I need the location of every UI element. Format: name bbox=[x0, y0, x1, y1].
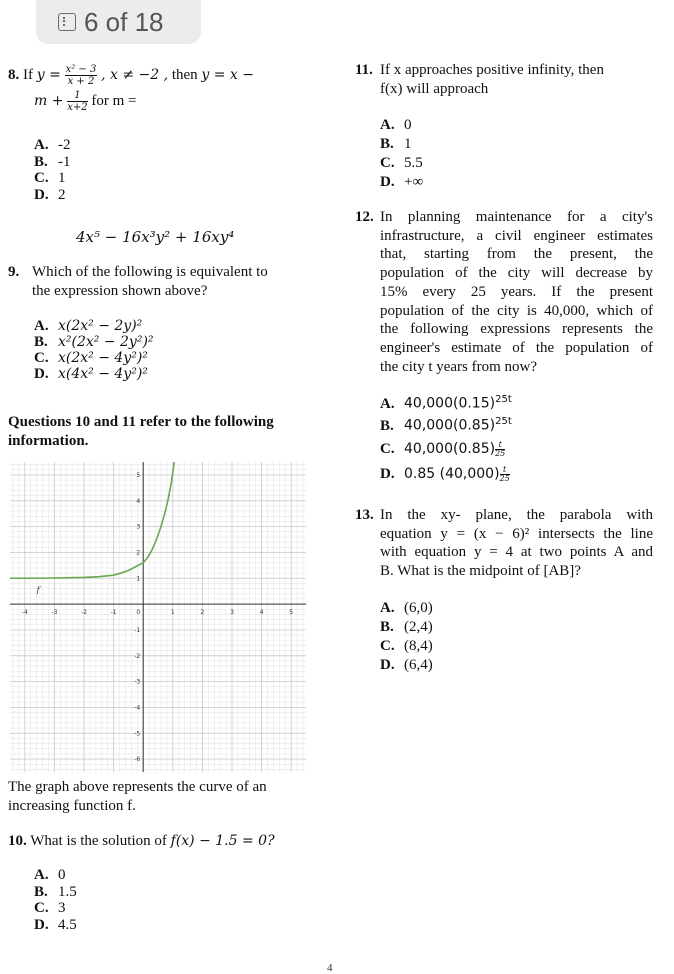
q8-frac1-den: x + 2 bbox=[67, 76, 95, 87]
q8-option-d[interactable] bbox=[34, 187, 71, 204]
option-letter: A. bbox=[380, 395, 395, 412]
option-text: 4.5 bbox=[58, 916, 77, 933]
option-letter: A. bbox=[380, 117, 395, 133]
q9-options bbox=[34, 318, 154, 382]
y-tick-label: -6 bbox=[134, 756, 141, 764]
q9-text-1: Which of the following is equivalent to bbox=[32, 264, 268, 280]
q8-options bbox=[34, 137, 71, 203]
q8-option-b[interactable] bbox=[34, 154, 71, 171]
q10-number: 10. bbox=[8, 833, 27, 849]
q13-option-c[interactable] bbox=[380, 637, 433, 656]
option-text: 5.5 bbox=[404, 155, 423, 171]
q8-frac1-num: x² − 3 bbox=[65, 64, 97, 75]
q12-line: population of the city is 40,000, which of bbox=[380, 302, 653, 319]
q8-m-plus: m + bbox=[34, 92, 64, 109]
q9-option-a[interactable] bbox=[34, 318, 154, 334]
option-letter: A. bbox=[34, 318, 49, 334]
x-tick-label: 1 bbox=[170, 609, 175, 617]
page-number: 4 bbox=[327, 962, 333, 974]
option-text: +∞ bbox=[404, 174, 424, 190]
option-base: 0.85 (40,000) bbox=[404, 466, 500, 482]
q8-then-expr: y = x − bbox=[201, 66, 255, 83]
exp-den: 25 bbox=[499, 474, 510, 483]
option-letter: B. bbox=[380, 417, 394, 434]
q13-text bbox=[380, 506, 653, 581]
q12-line: the following expressions represents the bbox=[380, 321, 653, 338]
q8-frac2-num: 1 bbox=[67, 90, 87, 102]
x-tick-label: -4 bbox=[21, 609, 28, 617]
q8-then: then bbox=[171, 66, 198, 83]
question-9 bbox=[8, 263, 313, 301]
option-letter: C. bbox=[380, 638, 395, 654]
intro-line-2: information. bbox=[8, 433, 89, 449]
option-text: 1.5 bbox=[58, 883, 77, 900]
q11-options bbox=[380, 116, 423, 192]
y-tick-label: 2 bbox=[136, 549, 141, 557]
q11-line-2: f(x) will approach bbox=[380, 80, 489, 97]
q12-line: infrastructure, a civil engineer estimates bbox=[380, 227, 653, 244]
option-text: (2,4) bbox=[404, 619, 433, 635]
q11-option-d[interactable] bbox=[380, 173, 423, 192]
caption-line-2: increasing function f. bbox=[8, 798, 136, 814]
q11-option-b[interactable] bbox=[380, 135, 423, 154]
q10-expression: f(x) − 1.5 = 0? bbox=[170, 833, 275, 849]
x-tick-label: 4 bbox=[259, 609, 264, 617]
q10-option-d[interactable] bbox=[34, 917, 77, 934]
option-letter: D. bbox=[34, 366, 49, 382]
x-tick-label: -3 bbox=[51, 609, 58, 617]
y-tick-label: -5 bbox=[134, 730, 141, 738]
x-tick-label: -2 bbox=[81, 609, 87, 617]
option-letter: D. bbox=[34, 186, 49, 203]
exp-den: 25 bbox=[495, 449, 506, 458]
q10-option-a[interactable] bbox=[34, 867, 77, 884]
function-graph bbox=[10, 462, 306, 772]
option-base: 40,000(0.85) bbox=[404, 441, 496, 457]
q10-11-intro bbox=[8, 413, 274, 451]
q13-options bbox=[380, 599, 433, 675]
option-text: -2 bbox=[58, 137, 71, 153]
option-text: 0 bbox=[404, 117, 412, 133]
question-13 bbox=[355, 506, 653, 581]
option-letter: B. bbox=[380, 619, 394, 635]
option-letter: C. bbox=[380, 441, 395, 457]
q9-option-d[interactable] bbox=[34, 366, 154, 382]
q12-line: 15% every 25 years. If the present bbox=[380, 283, 653, 300]
option-exp-fraction bbox=[495, 441, 505, 458]
q8-math: y = bbox=[36, 66, 61, 83]
q12-options bbox=[380, 394, 512, 491]
q12-number: 12. bbox=[355, 209, 374, 225]
option-letter: D. bbox=[380, 174, 395, 190]
page-list-icon bbox=[58, 13, 76, 31]
option-exponent: 25t bbox=[495, 416, 512, 427]
intro-line-1: Questions 10 and 11 refer to the following bbox=[8, 414, 274, 430]
option-letter: B. bbox=[34, 153, 48, 170]
y-tick-label: -4 bbox=[134, 704, 141, 712]
q13-number: 13. bbox=[355, 507, 374, 523]
y-tick-label: -2 bbox=[134, 652, 141, 660]
question-10 bbox=[8, 832, 275, 851]
option-text: x(4x² − 4y²)² bbox=[58, 366, 148, 382]
option-base: 40,000(0.15) bbox=[404, 395, 496, 412]
q13-option-b[interactable] bbox=[380, 618, 433, 637]
graph-caption bbox=[8, 778, 267, 816]
option-letter: C. bbox=[34, 350, 49, 366]
option-letter: C. bbox=[34, 170, 49, 186]
exp-num: t bbox=[495, 441, 505, 450]
q12-line: population of the city will decrease by bbox=[380, 265, 653, 282]
exp-num: t bbox=[500, 466, 510, 475]
caption-line-1: The graph above represents the curve of an bbox=[8, 779, 267, 795]
q11-line-1: If x approaches positive infinity, then bbox=[380, 62, 604, 78]
q12-option-d[interactable] bbox=[380, 466, 512, 491]
question-12 bbox=[355, 208, 653, 376]
option-text: x(2x² − 2y)² bbox=[58, 318, 143, 334]
q12-option-c[interactable] bbox=[380, 441, 512, 466]
q12-line: the city t years from now? bbox=[380, 358, 538, 375]
q12-option-a[interactable] bbox=[380, 394, 512, 416]
q13-option-a[interactable] bbox=[380, 599, 433, 618]
q8-text: If bbox=[23, 66, 33, 83]
y-tick-label: -3 bbox=[134, 678, 141, 686]
page-indicator-text: 6 of 18 bbox=[84, 6, 164, 37]
option-letter: C. bbox=[380, 155, 395, 171]
option-text: 1 bbox=[58, 170, 66, 186]
q9-option-b[interactable] bbox=[34, 334, 154, 350]
q10-text: What is the solution of bbox=[30, 833, 167, 849]
q12-text bbox=[380, 208, 653, 376]
y-tick-label: 5 bbox=[136, 471, 141, 479]
q12-line: engineer's estimate of the population of bbox=[380, 339, 653, 356]
option-text: 2 bbox=[58, 186, 66, 203]
q8-condition: , x ≠ −2 , bbox=[101, 66, 169, 83]
question-8 bbox=[8, 64, 313, 87]
q12-line: In planning maintenance for a city's bbox=[380, 209, 653, 225]
option-letter: A. bbox=[380, 600, 395, 616]
origin-tick-label: 0 bbox=[136, 609, 141, 617]
q10-options bbox=[34, 867, 77, 933]
q8-option-c[interactable] bbox=[34, 170, 71, 187]
q12-line: that, starting from the present, the bbox=[380, 246, 653, 263]
option-letter: A. bbox=[34, 867, 49, 883]
option-text: (6,0) bbox=[404, 600, 433, 616]
option-base: 40,000(0.85) bbox=[404, 417, 496, 434]
q8-fraction-1 bbox=[65, 64, 98, 87]
q11-number: 11. bbox=[355, 62, 373, 78]
q9-expression: 4x⁵ − 16x³y² + 16xy⁴ bbox=[76, 228, 235, 246]
q9-option-c[interactable] bbox=[34, 350, 154, 366]
option-exp-fraction bbox=[500, 466, 510, 483]
q13-line: B. What is the midpoint of [AB]? bbox=[380, 563, 581, 580]
option-text: -1 bbox=[58, 153, 71, 170]
x-tick-label: 3 bbox=[230, 609, 234, 617]
y-tick-label: -1 bbox=[134, 626, 141, 634]
q13-line: In the xy- plane, the parabola with bbox=[380, 507, 653, 523]
q8-option-a[interactable] bbox=[34, 137, 71, 154]
q13-option-d[interactable] bbox=[380, 656, 433, 675]
q11-option-c[interactable] bbox=[380, 154, 423, 173]
x-tick-label: -1 bbox=[110, 609, 117, 617]
q10-option-c[interactable] bbox=[34, 900, 77, 917]
option-letter: D. bbox=[380, 466, 395, 482]
q13-line: equation y = (x − 6)² intersects the line bbox=[380, 525, 653, 542]
option-text: 0 bbox=[58, 867, 66, 883]
option-letter: C. bbox=[34, 900, 49, 916]
q11-option-a[interactable] bbox=[380, 116, 423, 135]
x-tick-label: 5 bbox=[289, 609, 294, 617]
y-tick-label: 1 bbox=[136, 575, 141, 583]
q9-text-2: the expression shown above? bbox=[32, 283, 208, 299]
function-curve bbox=[10, 462, 174, 578]
y-tick-label: 3 bbox=[136, 523, 141, 531]
curve-label: f bbox=[36, 585, 40, 595]
option-text: x(2x² − 4y²)² bbox=[58, 350, 148, 366]
x-tick-label: 2 bbox=[200, 609, 205, 617]
q12-option-b[interactable] bbox=[380, 416, 512, 441]
q10-option-b[interactable] bbox=[34, 884, 77, 901]
question-8-line2 bbox=[34, 90, 136, 113]
option-letter: B. bbox=[34, 883, 48, 900]
option-letter: D. bbox=[34, 916, 49, 933]
option-letter: B. bbox=[34, 334, 48, 350]
q8-frac2-den: x+2 bbox=[67, 102, 88, 113]
y-tick-label: 4 bbox=[136, 497, 141, 505]
q8-for-m: for m = bbox=[91, 92, 137, 109]
option-exponent: 25t bbox=[495, 394, 512, 405]
q13-line: with equation y = 4 at two points A and bbox=[380, 544, 653, 561]
q8-fraction-2 bbox=[67, 90, 87, 113]
option-text: (8,4) bbox=[404, 638, 433, 654]
question-11 bbox=[355, 61, 653, 99]
option-text: 3 bbox=[58, 900, 66, 916]
option-text: x²(2x² − 2y²)² bbox=[58, 334, 154, 350]
q8-number: 8. bbox=[8, 66, 20, 83]
option-text: (6,4) bbox=[404, 657, 433, 673]
q9-number: 9. bbox=[8, 264, 20, 280]
option-letter: B. bbox=[380, 136, 394, 152]
option-text: 1 bbox=[404, 136, 412, 152]
option-letter: D. bbox=[380, 657, 395, 673]
page-indicator-badge[interactable] bbox=[36, 0, 201, 44]
option-letter: A. bbox=[34, 137, 49, 153]
